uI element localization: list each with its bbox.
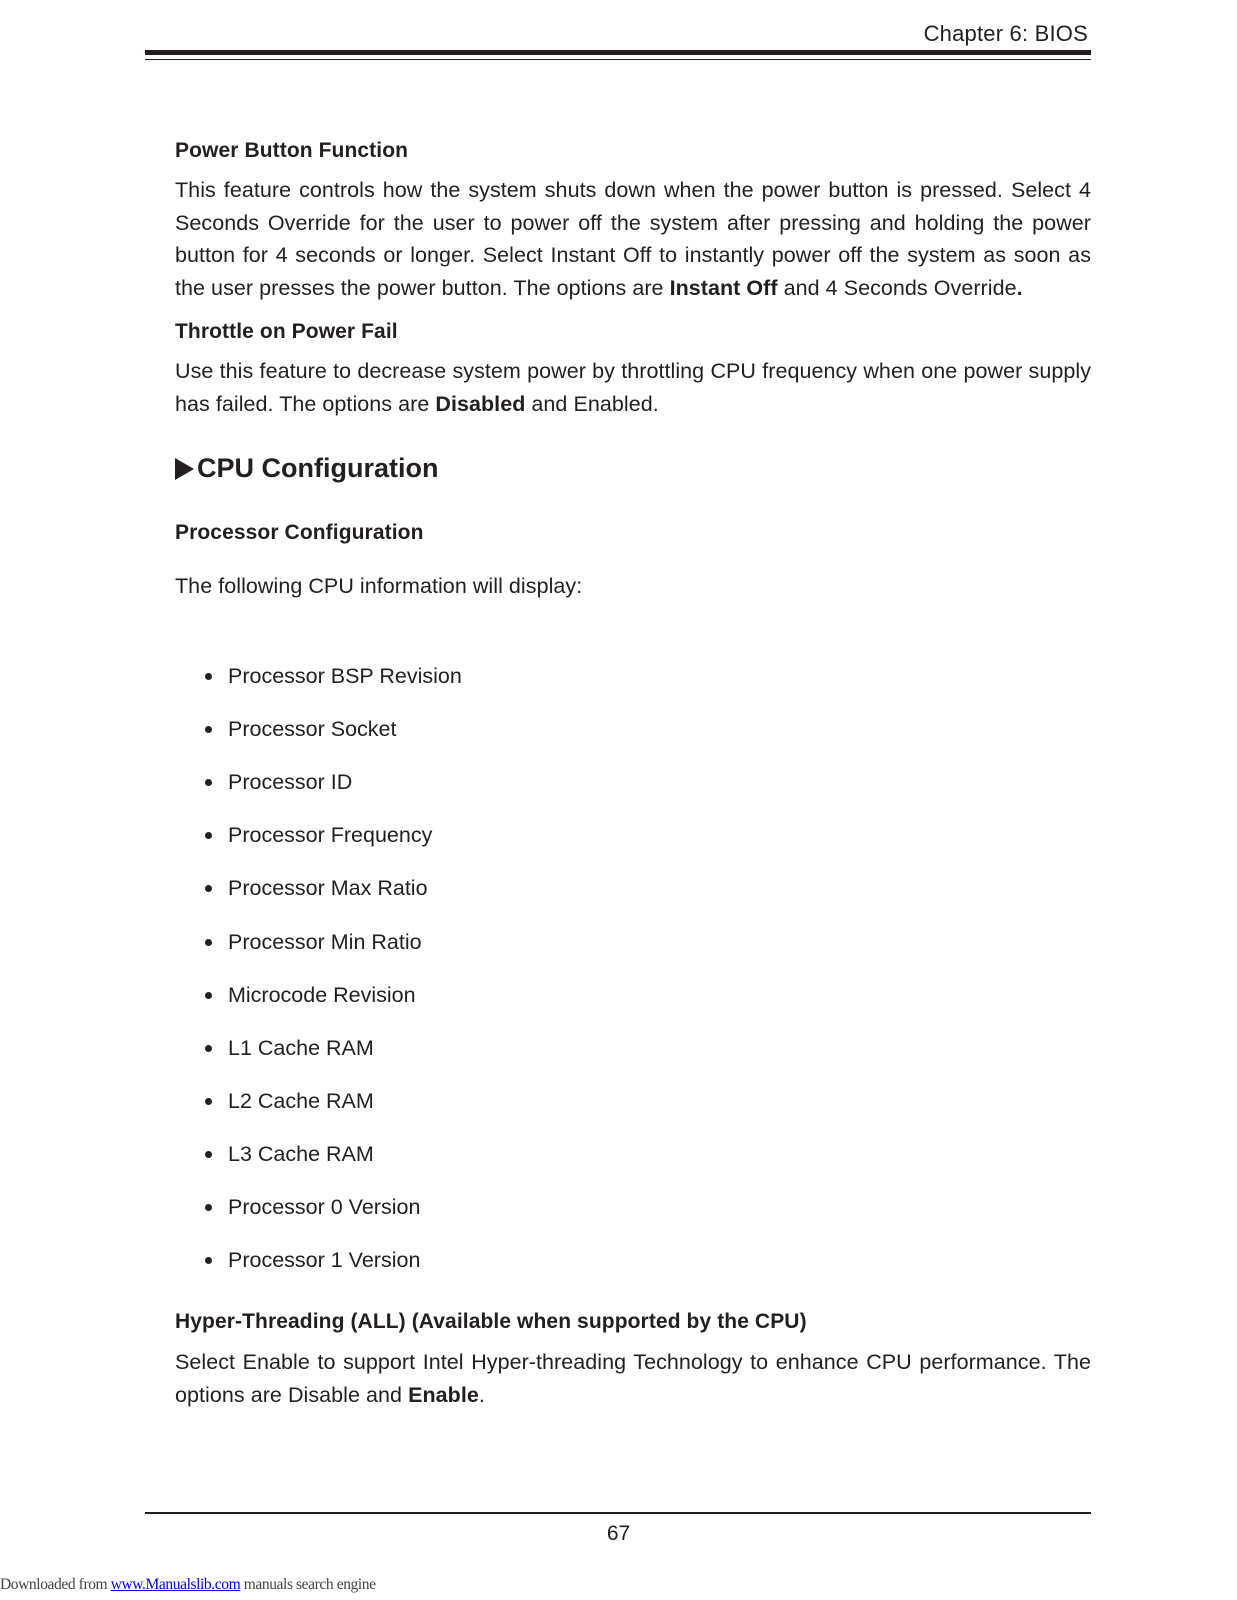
header-rule-thick [145, 50, 1091, 55]
list-item: Processor 0 Version [205, 1195, 420, 1220]
bullet-icon [205, 885, 212, 892]
bullet-icon [205, 779, 212, 786]
list-item: Processor Frequency [205, 823, 432, 848]
list-item: Processor Min Ratio [205, 930, 422, 955]
hyper-threading-heading: Hyper-Threading (ALL) (Available when supported by the CPU) [175, 1310, 807, 1333]
bullet-icon [205, 1098, 212, 1105]
footer-suffix: manuals search engine [240, 1576, 376, 1593]
throttle-on-power-fail-heading: Throttle on Power Fail [175, 320, 398, 343]
list-item: Processor 1 Version [205, 1248, 420, 1273]
download-footer [0, 1576, 376, 1594]
cpu-configuration-title: CPU Configuration [197, 453, 439, 483]
manualslib-link[interactable]: www.Manualslib.com [110, 1576, 241, 1593]
hyper-threading-description: Select Enable to support Intel Hyper-threading Technology to enhance CPU performance. The options are Disable and Enable. [175, 1350, 1091, 1407]
cpu-configuration-heading [175, 453, 1091, 484]
bullet-icon [205, 1045, 212, 1052]
list-item: Processor Max Ratio [205, 876, 428, 901]
processor-configuration-heading: Processor Configuration [175, 521, 424, 544]
option-disabled: Disabled [435, 391, 526, 416]
list-item: L2 Cache RAM [205, 1089, 374, 1114]
list-item: Processor Socket [205, 717, 396, 742]
bullet-icon [205, 832, 212, 839]
throttle-on-power-fail-description: Use this feature to decrease system power by throttling CPU frequency when one power supply has failed. The options are Disabled and Enabled. [175, 359, 1091, 416]
power-button-function-heading: Power Button Function [175, 139, 409, 162]
list-item: L1 Cache RAM [205, 1036, 374, 1061]
processor-configuration-intro: The following CPU information will display: [175, 574, 583, 598]
chapter-header: Chapter 6: BIOS [923, 21, 1088, 46]
bullet-icon [205, 726, 212, 733]
submenu-arrow-icon [175, 458, 194, 480]
footer-rule [145, 1512, 1091, 1514]
list-item: Processor BSP Revision [205, 664, 462, 689]
bullet-icon [205, 1257, 212, 1264]
list-item: Microcode Revision [205, 983, 416, 1008]
page-number: 67 [606, 1522, 631, 1545]
bullet-icon [205, 992, 212, 999]
option-enable: Enable [408, 1382, 479, 1407]
bullet-icon [205, 673, 212, 680]
bullet-icon [205, 939, 212, 946]
list-item: L3 Cache RAM [205, 1142, 374, 1167]
header-rule-thin [145, 59, 1091, 60]
bullet-icon [205, 1151, 212, 1158]
power-button-function-description: This feature controls how the system shuts down when the power button is pressed. Select 4 Seconds Override for the user to power off the system after pressing and holding the power button for 4 seconds or longer. Select Instant Off to instantly power off the system as soon as the user presses the power button. The options are Instant Off and 4 Seconds Override. [175, 178, 1091, 300]
footer-prefix: Downloaded from [0, 1576, 111, 1593]
option-instant-off: Instant Off [669, 275, 778, 300]
bullet-icon [205, 1204, 212, 1211]
list-item: Processor ID [205, 770, 352, 795]
